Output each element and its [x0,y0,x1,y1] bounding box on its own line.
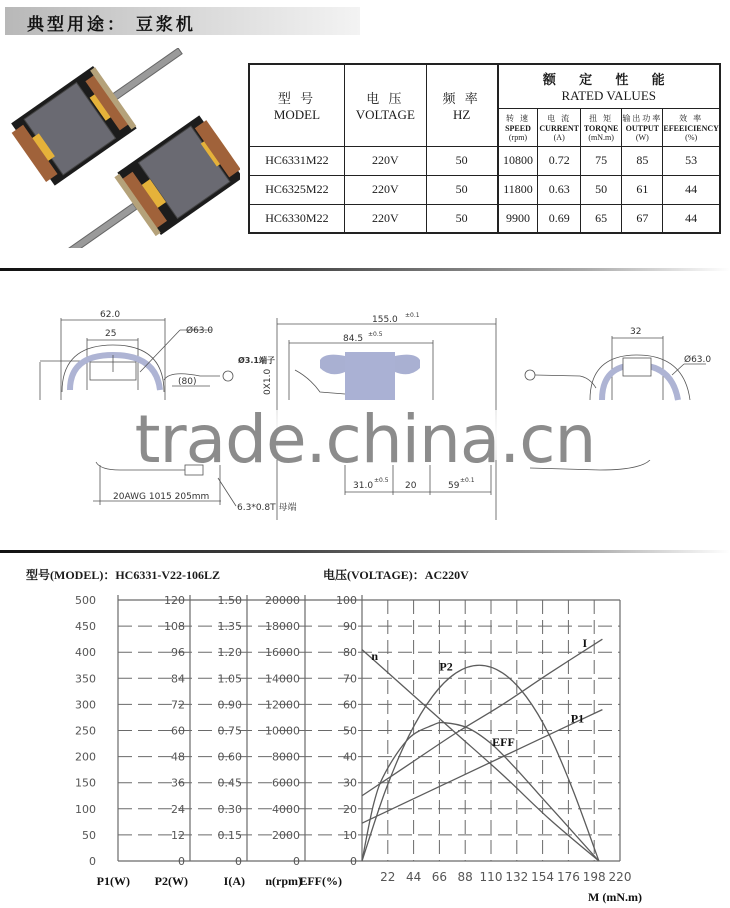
y-tick-label: 90 [343,620,357,634]
x-axis-label: M (mN.m) [588,890,642,904]
dim-phi31: Ø3.1端子 [238,356,275,365]
dim-0x10: 0X1.0 [263,368,273,395]
series-label: P1 [570,711,585,726]
y-axis-label: EFF(%) [299,874,342,888]
series-eff-line [362,723,599,861]
y-tick-label: 4000 [272,802,300,816]
x-tick-label: 44 [405,870,422,884]
y-axis-label: n(rpm) [265,874,302,888]
y-tick-label: 0.30 [217,802,242,816]
chart-voltage: 电压(VOLTAGE)：AC220V [323,568,469,582]
y-tick-label: 20000 [265,594,300,607]
table-row: HC6330M22 220V 50 9900 0.69 65 67 44 [249,204,720,233]
y-tick-label: 70 [343,672,357,686]
y-tick-label: 0.90 [217,698,242,712]
chart-model: 型号(MODEL)：HC6331-V22-106LZ [26,568,220,582]
y-tick-label: 0 [89,855,96,868]
y-tick-label: 0 [350,855,357,868]
y-tick-label: 250 [75,724,96,738]
dim-20: 20 [405,481,417,491]
dim-84-5: 84.5 [343,334,364,344]
svg-text:±0.1: ±0.1 [460,477,475,484]
spec-table [248,63,721,234]
header-hz: 频 率 HZ [426,64,497,146]
section-divider [0,550,730,553]
y-tick-label: 500 [75,594,96,607]
y-tick-label: 400 [75,646,96,660]
y-tick-label: 120 [164,594,185,607]
y-tick-label: 80 [343,646,357,660]
y-tick-label: 0.60 [217,750,242,764]
y-tick-label: 100 [336,594,357,607]
svg-text:±0.1: ±0.1 [405,312,420,319]
dim-155: 155.0 [372,315,398,325]
dim-59: 59 [448,481,460,491]
y-tick-label: 30 [343,776,357,790]
subheader-efficiency: 效 率 EFEEICIENCY (%) [663,108,720,146]
y-tick-label: 72 [171,698,185,712]
y-tick-label: 10 [343,828,357,842]
dim-terminal: 6.3*0.8T 母端 [237,503,297,513]
y-tick-label: 36 [171,776,185,790]
motor-photo [8,48,240,248]
dim-phi63-right: Ø63.0 [684,355,712,365]
usage-banner [5,7,360,35]
y-tick-label: 108 [164,620,185,634]
subheader-output: 输出功率 OUTPUT (W) [622,108,663,146]
dim-25: 25 [105,329,117,339]
y-tick-label: 48 [171,750,185,764]
subheader-torque: 扭 矩 TORQNE (mN.m) [580,108,621,146]
usage-title: 典型用途： 豆浆机 [27,15,196,35]
performance-chart [0,585,730,908]
y-tick-label: 16000 [265,646,300,660]
x-tick-label: 110 [479,870,503,884]
x-tick-label: 220 [608,870,632,884]
y-tick-label: 12000 [265,698,300,712]
x-tick-label: 154 [531,870,555,884]
series-label: P2 [439,659,453,674]
y-axis-label: P2(W) [154,874,188,888]
y-tick-label: 150 [75,776,96,790]
y-tick-label: 14000 [265,672,300,686]
series-label: n [371,649,379,664]
y-tick-label: 96 [171,646,185,660]
y-tick-label: 300 [75,698,96,712]
y-tick-label: 0.75 [217,724,242,738]
y-axis-label: I(A) [223,874,245,888]
y-tick-label: 0 [235,855,242,868]
y-tick-label: 84 [171,672,185,686]
section-divider [0,268,730,271]
header-rated-values: 额 定 性 能 RATED VALUES [498,64,721,108]
y-tick-label: 1.35 [217,620,242,634]
dim-wire: 20AWG 1015 205mm [113,492,210,502]
y-tick-label: 2000 [272,828,300,842]
y-tick-label: 1.05 [217,672,242,686]
series-n-line [362,650,599,861]
y-tick-label: 40 [343,750,357,764]
y-axis-label: P1(W) [96,874,130,888]
x-tick-label: 176 [556,870,580,884]
y-tick-label: 60 [171,724,185,738]
dim-31: 31.0 [353,481,374,491]
svg-text:±0.5: ±0.5 [368,331,383,338]
x-tick-label: 198 [582,870,606,884]
header-model: 型 号 MODEL [249,64,344,146]
y-tick-label: 50 [343,724,357,738]
y-tick-label: 0.45 [217,776,242,790]
y-tick-label: 0 [293,855,300,868]
series-label: EFF [492,735,515,750]
x-tick-label: 88 [457,870,473,884]
y-tick-label: 1.50 [217,594,242,607]
y-tick-label: 6000 [272,776,300,790]
y-tick-label: 12 [171,828,185,842]
y-tick-label: 60 [343,698,357,712]
y-tick-label: 350 [75,672,96,686]
y-tick-label: 0.15 [217,828,242,842]
table-row: HC6325M22 220V 50 11800 0.63 50 61 44 [249,175,720,204]
x-tick-label: 66 [431,870,448,884]
dim-phi63: Ø63.0 [186,326,214,336]
subheader-speed: 转 速 SPEED (rpm) [498,108,538,146]
y-tick-label: 1.20 [217,646,242,660]
y-tick-label: 18000 [265,620,300,634]
subheader-current: 电 流 CURRENT (A) [538,108,580,146]
y-tick-label: 10000 [265,724,300,738]
y-tick-label: 20 [343,802,357,816]
dim-32: 32 [630,327,642,337]
y-tick-label: 450 [75,620,96,634]
y-tick-label: 50 [82,828,96,842]
dim-62: 62.0 [100,310,121,320]
watermark: trade.china.cn [134,401,596,478]
dim-80: (80) [178,377,197,387]
svg-text:±0.5: ±0.5 [374,477,389,484]
y-tick-label: 8000 [272,750,300,764]
series-p1-line [362,710,602,824]
header-voltage: 电 压 VOLTAGE [344,64,426,146]
table-row: HC6331M22 220V 50 10800 0.72 75 85 53 [249,146,720,175]
series-label: I [582,635,588,650]
x-tick-label: 132 [505,870,529,884]
y-tick-label: 200 [75,750,96,764]
y-tick-label: 0 [178,855,185,868]
y-tick-label: 24 [171,802,185,816]
y-tick-label: 100 [75,802,96,816]
x-tick-label: 22 [380,870,396,884]
